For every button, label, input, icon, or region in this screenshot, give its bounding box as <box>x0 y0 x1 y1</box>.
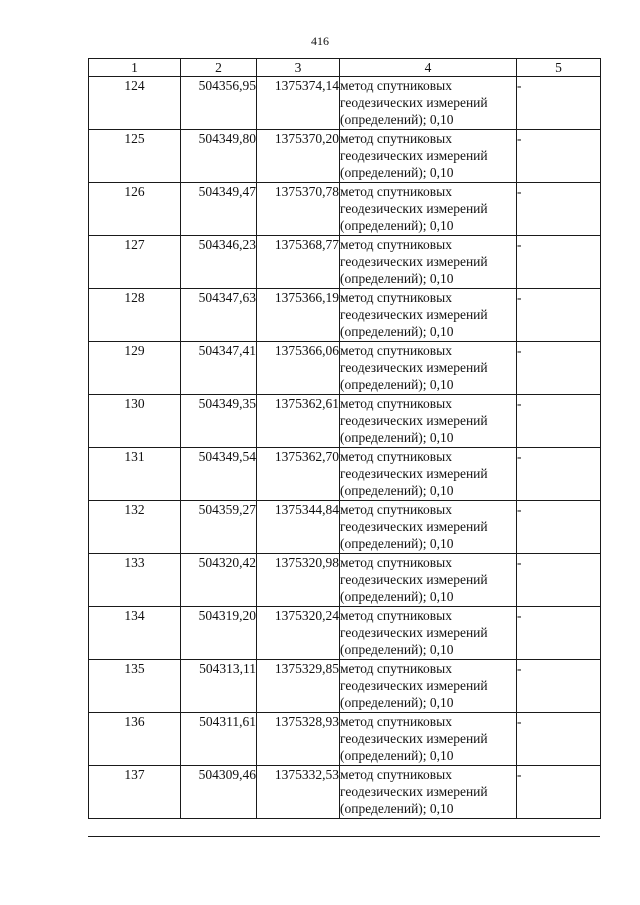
point-number-cell: 133 <box>89 554 181 607</box>
point-number-cell: 136 <box>89 713 181 766</box>
table-row <box>89 183 601 236</box>
y-coordinate-cell: 1375332,53 <box>257 766 340 819</box>
y-coordinate-cell: 1375374,14 <box>257 77 340 130</box>
column-5-cell: - <box>517 77 601 130</box>
x-coordinate-cell: 504309,46 <box>181 766 257 819</box>
method-accuracy-cell: метод спутниковых геодезических измерений (определений); 0,10 <box>340 501 517 554</box>
point-number-cell: 127 <box>89 236 181 289</box>
method-accuracy-cell: метод спутниковых геодезических измерений (определений); 0,10 <box>340 660 517 713</box>
point-number-cell: 124 <box>89 77 181 130</box>
y-coordinate-cell: 1375320,24 <box>257 607 340 660</box>
y-coordinate-cell: 1375366,19 <box>257 289 340 342</box>
x-coordinate-cell: 504319,20 <box>181 607 257 660</box>
column-5-cell: - <box>517 607 601 660</box>
column-5-cell: - <box>517 289 601 342</box>
method-accuracy-cell: метод спутниковых геодезических измерений (определений); 0,10 <box>340 183 517 236</box>
method-accuracy-cell: метод спутниковых геодезических измерений (определений); 0,10 <box>340 554 517 607</box>
header-col-4: 4 <box>340 59 517 77</box>
column-5-cell: - <box>517 660 601 713</box>
point-number-cell: 131 <box>89 448 181 501</box>
header-col-1: 1 <box>89 59 181 77</box>
column-5-cell: - <box>517 713 601 766</box>
table-row <box>89 77 601 130</box>
column-5-cell: - <box>517 130 601 183</box>
method-accuracy-cell: метод спутниковых геодезических измерений (определений); 0,10 <box>340 236 517 289</box>
x-coordinate-cell: 504349,54 <box>181 448 257 501</box>
method-accuracy-cell: метод спутниковых геодезических измерений (определений); 0,10 <box>340 713 517 766</box>
x-coordinate-cell: 504346,23 <box>181 236 257 289</box>
column-5-cell: - <box>517 766 601 819</box>
method-accuracy-cell: метод спутниковых геодезических измерений (определений); 0,10 <box>340 766 517 819</box>
y-coordinate-cell: 1375370,78 <box>257 183 340 236</box>
column-5-cell: - <box>517 501 601 554</box>
x-coordinate-cell: 504359,27 <box>181 501 257 554</box>
table-row <box>89 289 601 342</box>
x-coordinate-cell: 504313,11 <box>181 660 257 713</box>
method-accuracy-cell: метод спутниковых геодезических измерений (определений); 0,10 <box>340 77 517 130</box>
page-number: 416 <box>311 34 329 48</box>
table-row <box>89 766 601 819</box>
table-row <box>89 713 601 766</box>
method-accuracy-cell: метод спутниковых геодезических измерений (определений); 0,10 <box>340 130 517 183</box>
method-accuracy-cell: метод спутниковых геодезических измерений (определений); 0,10 <box>340 342 517 395</box>
x-coordinate-cell: 504347,63 <box>181 289 257 342</box>
method-accuracy-cell: метод спутниковых геодезических измерений (определений); 0,10 <box>340 289 517 342</box>
table-row <box>89 554 601 607</box>
column-5-cell: - <box>517 236 601 289</box>
column-5-cell: - <box>517 554 601 607</box>
method-accuracy-cell: метод спутниковых геодезических измерений (определений); 0,10 <box>340 395 517 448</box>
table-row <box>89 395 601 448</box>
y-coordinate-cell: 1375329,85 <box>257 660 340 713</box>
table-row <box>89 660 601 713</box>
table-row <box>89 501 601 554</box>
table-row <box>89 342 601 395</box>
y-coordinate-cell: 1375344,84 <box>257 501 340 554</box>
point-number-cell: 134 <box>89 607 181 660</box>
x-coordinate-cell: 504349,47 <box>181 183 257 236</box>
column-5-cell: - <box>517 448 601 501</box>
column-5-cell: - <box>517 342 601 395</box>
y-coordinate-cell: 1375362,70 <box>257 448 340 501</box>
point-number-cell: 129 <box>89 342 181 395</box>
x-coordinate-cell: 504349,35 <box>181 395 257 448</box>
method-accuracy-cell: метод спутниковых геодезических измерений (определений); 0,10 <box>340 607 517 660</box>
coordinates-table <box>88 58 601 819</box>
table-row <box>89 130 601 183</box>
point-number-cell: 132 <box>89 501 181 554</box>
point-number-cell: 135 <box>89 660 181 713</box>
table-row <box>89 607 601 660</box>
x-coordinate-cell: 504356,95 <box>181 77 257 130</box>
point-number-cell: 137 <box>89 766 181 819</box>
y-coordinate-cell: 1375328,93 <box>257 713 340 766</box>
x-coordinate-cell: 504347,41 <box>181 342 257 395</box>
method-accuracy-cell: метод спутниковых геодезических измерений (определений); 0,10 <box>340 448 517 501</box>
table-row <box>89 236 601 289</box>
table-bottom-border <box>88 836 600 837</box>
point-number-cell: 125 <box>89 130 181 183</box>
header-col-5: 5 <box>517 59 601 77</box>
y-coordinate-cell: 1375370,20 <box>257 130 340 183</box>
y-coordinate-cell: 1375368,77 <box>257 236 340 289</box>
point-number-cell: 130 <box>89 395 181 448</box>
column-5-cell: - <box>517 183 601 236</box>
point-number-cell: 128 <box>89 289 181 342</box>
x-coordinate-cell: 504320,42 <box>181 554 257 607</box>
point-number-cell: 126 <box>89 183 181 236</box>
header-col-3: 3 <box>257 59 340 77</box>
x-coordinate-cell: 504311,61 <box>181 713 257 766</box>
header-col-2: 2 <box>181 59 257 77</box>
table-body <box>89 77 601 819</box>
x-coordinate-cell: 504349,80 <box>181 130 257 183</box>
table-row <box>89 448 601 501</box>
y-coordinate-cell: 1375362,61 <box>257 395 340 448</box>
y-coordinate-cell: 1375320,98 <box>257 554 340 607</box>
table-header-row <box>89 59 601 77</box>
y-coordinate-cell: 1375366,06 <box>257 342 340 395</box>
column-5-cell: - <box>517 395 601 448</box>
